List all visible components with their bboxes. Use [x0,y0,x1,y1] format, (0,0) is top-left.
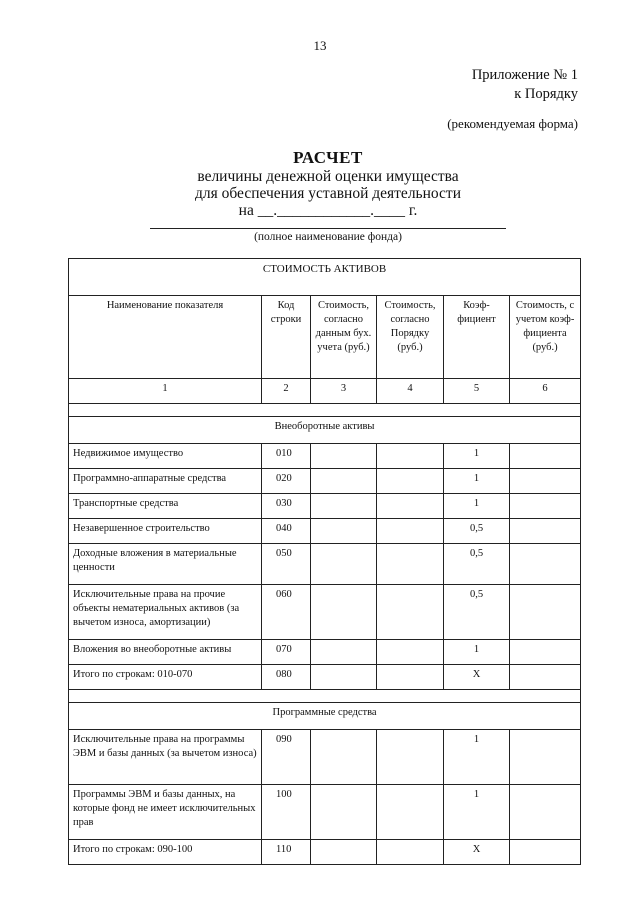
coefficient-cell: 0,5 [444,519,510,544]
table-row [69,785,581,840]
column-number: 2 [262,379,311,404]
coefficient-cell: 1 [444,469,510,494]
book-value-cell [311,840,377,865]
column-number: 3 [311,379,377,404]
procedure-value-cell [377,544,444,585]
row-name-cell: Программы ЭВМ и базы данных, на которые фонд не имеет исключительных прав [69,785,262,840]
column-number: 5 [444,379,510,404]
row-name-cell: Транспортные средства [69,494,262,519]
coefficient-cell: 1 [444,494,510,519]
title-block [0,148,640,219]
coefficient-cell: 1 [444,785,510,840]
annex-line-2: к Порядку [514,86,578,102]
coefficient-cell: X [444,665,510,690]
table-row [69,640,581,665]
adjusted-value-cell [510,544,581,585]
book-value-cell [311,519,377,544]
row-code-cell: 070 [262,640,311,665]
section-spacer-cell [69,690,581,703]
section-title: Внеоборотные активы [69,417,581,444]
fund-name-underline [150,228,506,229]
date-line: на __.____________.____ г. [238,202,418,219]
procedure-value-cell [377,785,444,840]
procedure-value-cell [377,730,444,785]
table-main-header: СТОИМОСТЬ АКТИВОВ [69,259,581,296]
assets-table [68,258,581,865]
row-name-cell: Исключительные права на программы ЭВМ и базы данных (за вычетом износа) [69,730,262,785]
table-row [69,665,581,690]
document-title: РАСЧЕТ [293,148,363,167]
row-name-cell: Недвижимое имущество [69,444,262,469]
fund-name-caption: (полное наименование фонда) [254,231,402,243]
procedure-value-cell [377,469,444,494]
column-header-procedure-value: Стоимость, согласно Порядку (руб.) [377,296,444,379]
book-value-cell [311,444,377,469]
book-value-cell [311,544,377,585]
book-value-cell [311,469,377,494]
row-code-cell: 060 [262,585,311,640]
adjusted-value-cell [510,585,581,640]
adjusted-value-cell [510,840,581,865]
table-row [69,730,581,785]
row-name-cell: Итого по строкам: 090-100 [69,840,262,865]
table-row [69,519,581,544]
book-value-cell [311,730,377,785]
column-header-book-value: Стоимость, согласно данным бух. учета (руб.) [311,296,377,379]
book-value-cell [311,494,377,519]
table-row [69,469,581,494]
section-header-row [69,417,581,444]
section-header-row [69,703,581,730]
coefficient-cell: 0,5 [444,585,510,640]
column-number-row [69,379,581,404]
adjusted-value-cell [510,444,581,469]
column-number: 1 [69,379,262,404]
column-header-code: Код строки [262,296,311,379]
adjusted-value-cell [510,640,581,665]
section-spacer [69,690,581,703]
column-header-row [69,296,581,379]
procedure-value-cell [377,585,444,640]
coefficient-cell: 1 [444,640,510,665]
book-value-cell [311,785,377,840]
row-code-cell: 040 [262,519,311,544]
row-name-cell: Исключительные права на прочие объекты нематериальных активов (за вычетом износа, амортизации) [69,585,262,640]
column-number: 6 [510,379,581,404]
adjusted-value-cell [510,665,581,690]
table-main-header-row [69,259,581,296]
book-value-cell [311,585,377,640]
table-row [69,444,581,469]
adjusted-value-cell [510,785,581,840]
row-code-cell: 100 [262,785,311,840]
adjusted-value-cell [510,469,581,494]
table-row [69,544,581,585]
row-code-cell: 090 [262,730,311,785]
row-name-cell: Доходные вложения в материальные ценности [69,544,262,585]
document-subtitle-line-2: для обеспечения уставной деятельности [195,185,461,202]
row-code-cell: 110 [262,840,311,865]
coefficient-cell: 0,5 [444,544,510,585]
row-code-cell: 030 [262,494,311,519]
adjusted-value-cell [510,519,581,544]
column-header-coefficient: Коэф-фициент [444,296,510,379]
row-name-cell: Программно-аппаратные средства [69,469,262,494]
row-code-cell: 050 [262,544,311,585]
annex-reference [472,66,578,104]
row-code-cell: 080 [262,665,311,690]
procedure-value-cell [377,665,444,690]
page-number: 13 [313,38,327,53]
adjusted-value-cell [510,494,581,519]
section-spacer [69,404,581,417]
coefficient-cell: 1 [444,444,510,469]
row-name-cell: Вложения во внеоборотные активы [69,640,262,665]
row-code-cell: 010 [262,444,311,469]
column-number: 4 [377,379,444,404]
annex-line-1: Приложение № 1 [471,67,578,83]
procedure-value-cell [377,494,444,519]
row-name-cell: Итого по строкам: 010-070 [69,665,262,690]
procedure-value-cell [377,444,444,469]
coefficient-cell: X [444,840,510,865]
procedure-value-cell [377,640,444,665]
section-title: Программные средства [69,703,581,730]
column-header-adjusted-value: Стоимость, с учетом коэф-фициента (руб.) [510,296,581,379]
book-value-cell [311,665,377,690]
section-spacer-cell [69,404,581,417]
procedure-value-cell [377,519,444,544]
document-subtitle-line-1: величины денежной оценки имущества [197,168,459,185]
form-note: (рекомендуемая форма) [447,116,578,131]
book-value-cell [311,640,377,665]
table-row [69,494,581,519]
adjusted-value-cell [510,730,581,785]
column-header-name: Наименование показателя [69,296,262,379]
coefficient-cell: 1 [444,730,510,785]
row-code-cell: 020 [262,469,311,494]
table-row [69,840,581,865]
row-name-cell: Незавершенное строительство [69,519,262,544]
procedure-value-cell [377,840,444,865]
table-row [69,585,581,640]
